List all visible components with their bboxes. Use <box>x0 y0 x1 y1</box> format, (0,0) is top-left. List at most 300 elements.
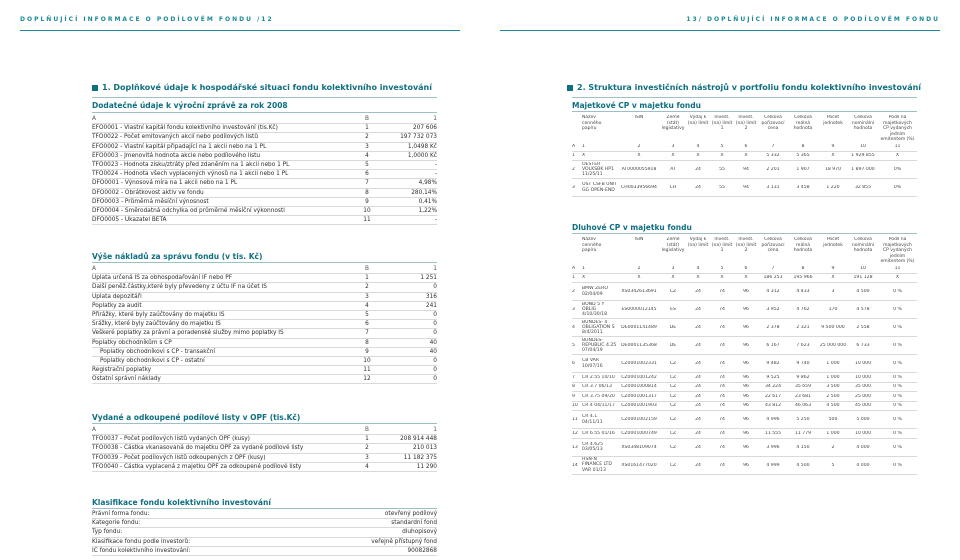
table-cell: 4 433 <box>796 289 810 294</box>
row-label: TFO0040 - Částka vyplacená z majetku OPF za odkoupené podílové listy <box>92 463 302 470</box>
table-row <box>92 207 437 216</box>
table-cell: 5 000 <box>856 417 870 422</box>
table-cell: 74 <box>719 384 725 390</box>
column-number: 6 <box>744 144 748 149</box>
table-cell: 14 <box>572 462 578 468</box>
table-cell: 45 000 <box>854 403 872 409</box>
column-number: 5 <box>720 144 724 149</box>
table-cell: DE0001135368 <box>621 343 657 348</box>
table-row <box>572 439 917 457</box>
table-cell: 4 <box>572 325 575 330</box>
row-value: 0 <box>433 284 437 291</box>
row-value: 1,0498 Kč <box>407 143 437 150</box>
table-cell: 74 <box>719 307 725 312</box>
row-value: 0 <box>433 376 437 383</box>
table-row <box>92 170 437 179</box>
column-number: 9 <box>831 266 835 271</box>
table-cell: 2 378 <box>766 325 780 330</box>
table-cell: 55 <box>719 167 725 172</box>
table-cell: 74 <box>719 393 725 399</box>
column-header: Výdaj k (na) limit <box>687 237 709 248</box>
row-label: TFO0023 - Hodnota zisku/ztráty před zdaněním na 1 akcii nebo 1 PL <box>92 161 290 168</box>
table-cell: 96 <box>743 430 749 436</box>
header-col-c: 1 <box>433 116 437 122</box>
table-row <box>92 538 437 547</box>
table-cell: XS0348109074 <box>621 444 657 450</box>
column-header: Název cenného papíru <box>582 115 602 131</box>
header-col-b: B <box>365 266 369 272</box>
table-row <box>92 510 437 519</box>
row-value: 0,41% <box>418 198 437 205</box>
row-label: Další peněž.částky,které byly převedeny z účtu IF na účet IS <box>92 284 267 291</box>
table-cell: CR 2.55 10/10 <box>582 374 615 380</box>
table-cell: 96 <box>743 403 749 409</box>
annual-divider <box>92 112 437 113</box>
column-header: Celková pořizovací cena <box>761 237 785 253</box>
table-row <box>92 124 437 133</box>
row-value: 11 182 375 <box>403 454 437 461</box>
row-number: 4 <box>365 463 369 470</box>
table-cell: 96 <box>743 343 749 348</box>
table-cell: X <box>895 153 900 159</box>
table-row <box>92 454 437 463</box>
table-cell: X <box>720 153 724 159</box>
table-row <box>92 375 437 384</box>
column-number: 4 <box>696 266 700 271</box>
row-label: TFO0039 - Počet podílových listů odkoupených z OPF (kusy) <box>92 454 266 461</box>
table-row <box>92 528 437 537</box>
table-row <box>92 463 437 472</box>
column-number: A <box>572 144 576 149</box>
row-value: 0 <box>433 330 437 337</box>
row-value: 316 <box>425 293 437 300</box>
table-row <box>92 274 437 283</box>
column-number: 1 <box>582 144 585 149</box>
table-cell: 35 000 <box>854 384 872 390</box>
row-value: 241 <box>425 302 437 309</box>
table-cell: CZ <box>669 384 677 390</box>
table-cell: 4 000 <box>856 462 870 468</box>
table-cell: 24 <box>695 417 701 422</box>
table-cell: X <box>831 275 835 281</box>
table-cell: 191 128 <box>853 275 873 281</box>
header-col-b: B <box>365 116 369 122</box>
row-number: 9 <box>365 348 369 355</box>
table-row <box>92 348 437 357</box>
table-cell: CZ <box>669 393 677 399</box>
table-cell: CR 4.1 04/11/11 <box>582 414 603 425</box>
table-cell: CZ0001002159 <box>621 417 657 422</box>
row-value: 1 251 <box>420 275 437 282</box>
table-cell: 24 <box>695 384 701 390</box>
table-cell: OESTER VOLKSBK HP1 11/25/11 <box>582 161 614 178</box>
table-row <box>92 357 437 366</box>
row-value: 197 732 073 <box>400 134 437 141</box>
table-cell: X <box>696 275 700 281</box>
column-number: 9 <box>831 144 835 149</box>
table-cell: 10 000 <box>854 361 872 366</box>
table-cell: 5 <box>572 343 575 348</box>
table-cell: CZ <box>669 361 677 366</box>
header-col-a: A <box>92 266 96 272</box>
table-cell: 3 996 <box>766 444 780 450</box>
table-cell: OST CSFB UNIT GG OPEN-END <box>582 182 618 193</box>
table-cell: 9 740 <box>796 361 810 366</box>
table-row <box>572 161 917 179</box>
table-header-row <box>92 426 437 435</box>
table-row <box>92 179 437 188</box>
row-number: 10 <box>363 207 371 214</box>
row-number: 2 <box>365 284 369 291</box>
costs-divider <box>92 262 437 263</box>
table-row <box>92 133 437 142</box>
table-row <box>572 373 917 383</box>
table-cell: 96 <box>743 307 749 312</box>
table-cell: 0 % <box>893 325 902 330</box>
row-label: TFO0038 - Částka vkanasovaná do majetku OPF za vydané podílové listy <box>92 445 304 452</box>
right-section-title-text: 2. Struktura investičních nástrojů v portfoliu fondu kolektivního investování <box>577 83 922 92</box>
table-cell: 24 <box>695 403 701 409</box>
table-cell: DE <box>669 343 677 348</box>
table-cell: 34 224 <box>764 384 782 390</box>
classification-table <box>92 510 437 556</box>
row-label: Poplatky obchodníkovi s CP - ostatní <box>100 357 205 364</box>
row-value: 210 013 <box>413 445 437 452</box>
table-cell: CZ0001002331 <box>621 361 657 366</box>
table-cell: 4 500 <box>856 289 870 294</box>
table-cell: AT0000055918 <box>621 167 657 172</box>
header-col-a: A <box>92 116 96 122</box>
table-cell: CZ <box>669 444 677 450</box>
table-cell: CZ0001001242 <box>621 374 657 380</box>
table-row <box>572 402 917 412</box>
table-row <box>92 519 437 528</box>
table-cell: 24 <box>695 361 701 366</box>
right-section-divider <box>572 97 917 98</box>
row-label: TFO0024 - Hodnota všech vyplacených výnosů na 1 akcii nebo 1 PL <box>92 171 289 178</box>
table-cell: 0 % <box>893 430 902 436</box>
table-cell: 94 <box>743 185 749 190</box>
column-number: 4 <box>696 144 700 149</box>
table-cell: CR 3.7 06/13 <box>582 384 612 390</box>
units-divider <box>92 423 437 424</box>
table-cell: 7 <box>572 374 575 380</box>
table-cell: 8 <box>572 384 575 390</box>
table-cell: 3 <box>831 289 835 294</box>
table-row <box>92 435 437 444</box>
row-value: 40 <box>429 339 437 346</box>
table-cell: CZ0001000749 <box>621 430 657 436</box>
table-cell: ES <box>670 307 676 312</box>
column-number: 7 <box>771 266 775 271</box>
table-cell: HSN-N FINANCE LTD VAR 01/13 <box>582 457 612 473</box>
column-header-index <box>572 115 582 143</box>
table-cell: 9 525 <box>766 374 780 380</box>
table-cell: 96 <box>743 444 749 450</box>
table-cell: CR 4 04/11/17 <box>582 403 615 409</box>
table-cell: 0 % <box>893 374 902 380</box>
table-cell: 46 063 <box>794 403 812 409</box>
header-col-c: 1 <box>433 427 437 433</box>
table-cell: BUNDES- REPUBLIC 4.25 07/04/19 <box>582 337 617 354</box>
table-cell: 0 % <box>893 361 902 366</box>
table-row <box>572 429 917 439</box>
table-cell: 500 <box>828 417 838 422</box>
table-cell: 4 762 <box>796 307 810 312</box>
column-number: 2 <box>637 266 641 271</box>
table-cell: 0 % <box>893 393 902 399</box>
table-cell: 7 623 <box>796 343 810 348</box>
table-cell: 2 500 <box>826 393 840 399</box>
row-value: otevřený podílový <box>384 511 437 517</box>
column-header: Invest. (na) limit 1 <box>711 115 733 131</box>
column-number: 5 <box>720 266 724 271</box>
table-row <box>92 329 437 338</box>
column-number: 3 <box>671 266 675 271</box>
row-value: 1,0000 Kč <box>407 152 437 159</box>
row-number: 11 <box>363 217 371 224</box>
table-cell: 3 952 <box>766 307 780 312</box>
table-cell: 2 201 <box>766 167 780 172</box>
table-cell: CZ <box>669 462 677 468</box>
table-cell: 0 % <box>893 289 902 294</box>
column-header: Výdaj k (na) limit <box>687 115 709 126</box>
column-header: Celková reálná hodnota <box>793 237 813 253</box>
table-cell: 24 <box>695 307 701 312</box>
table-row <box>92 283 437 292</box>
row-number: 4 <box>365 152 369 159</box>
equities-table <box>572 111 917 197</box>
table-cell: CZ <box>669 374 677 380</box>
costs-table <box>92 265 437 384</box>
column-number: 8 <box>801 266 805 271</box>
table-row <box>92 198 437 207</box>
table-cell: BOND 5 Y OBLIG 4/10/30/18 <box>582 301 608 318</box>
column-number: 10 <box>860 266 866 271</box>
table-cell: XS0342613691 <box>621 289 657 294</box>
units-title: Vydané a odkoupené podílové listy v OPF (tis.Kč) <box>92 413 301 422</box>
column-number-row <box>572 265 917 274</box>
table-cell: 74 <box>719 403 725 409</box>
table-cell: 1 897 000 <box>851 167 875 172</box>
table-cell: 0 % <box>893 462 902 468</box>
table-row <box>572 411 917 429</box>
row-number: 4 <box>365 302 369 309</box>
column-header: Podíl na majetkových CP vydaných jedním emitentem (%) <box>880 237 915 264</box>
row-label: Ostatní správní náklady <box>92 376 161 383</box>
column-header: Počet jednotek <box>823 237 843 248</box>
table-cell: CZ0001000814 <box>621 384 657 390</box>
table-cell: 96 <box>743 361 749 366</box>
row-value: 90082868 <box>407 547 437 554</box>
table-row <box>92 143 437 152</box>
row-label: DFO0001 - Výnosová míra na 1 akcii nebo na 1 PL <box>92 180 238 187</box>
table-cell: 96 <box>743 462 749 468</box>
table-cell: 0 % <box>893 343 902 348</box>
right-section-title <box>567 83 921 92</box>
table-cell: 24 <box>695 343 701 348</box>
bonds-table <box>572 233 917 475</box>
row-label: DFO0005 - Ukazatel BETA <box>92 217 167 224</box>
table-column-headers <box>572 233 917 265</box>
table-cell: 9 500 000 <box>821 325 845 330</box>
left-section-divider <box>92 97 437 98</box>
row-number: 7 <box>365 330 369 337</box>
table-cell: X <box>696 153 700 159</box>
table-row <box>92 444 437 453</box>
table-cell: 24 <box>695 185 701 190</box>
table-cell: CR 6.55 01/16 <box>582 430 615 436</box>
table-cell: 24 <box>695 444 701 450</box>
table-cell: CR 3.75 09/20 <box>582 393 615 399</box>
row-number: 12 <box>363 376 371 383</box>
table-cell: 2 <box>572 167 575 172</box>
row-value: veřejně přístupný fond <box>371 538 437 545</box>
table-cell: 3 <box>572 185 575 190</box>
row-label: DFO0003 - Průměrná měsíční výnosnost <box>92 198 209 205</box>
column-header: Podíl na majetkových CP vydaných jedním emitentem (%) <box>880 115 915 142</box>
table-cell: 96 <box>743 374 749 380</box>
column-number: 11 <box>894 266 901 271</box>
table-cell: 32 855 <box>854 185 872 190</box>
row-label: DFO0004 - Směrodatná odchylka od průměrné měsíční výkonnosti <box>92 207 285 214</box>
row-number: 7 <box>365 180 369 187</box>
table-cell: 74 <box>719 462 725 468</box>
row-label: Úplata určená IS za obhospodařování IF nebo PF <box>92 275 233 282</box>
column-header: ISIN <box>634 115 644 120</box>
row-value: 0 <box>433 311 437 318</box>
table-cell: X <box>671 275 675 281</box>
column-number: 6 <box>744 266 748 271</box>
row-label: EFO0001 - Vlastní kapitál fondu kolektivního investování (tis.Kč) <box>92 125 278 132</box>
table-cell: X <box>582 275 586 281</box>
table-cell: 186 253 <box>763 275 783 281</box>
table-cell: 5 <box>831 462 835 468</box>
table-cell: 23 681 <box>794 393 812 399</box>
row-label: DFO0002 - Obrátkovost aktiv ve fondu <box>92 189 204 196</box>
column-header: Celková nominální hodnota <box>851 237 875 253</box>
row-value: 4,98% <box>418 180 437 187</box>
column-number: A <box>572 266 576 271</box>
row-number: 2 <box>365 445 369 452</box>
table-row <box>572 152 917 162</box>
table-cell: 170 <box>828 307 838 312</box>
table-cell: 12 <box>572 430 578 436</box>
column-header: Invest. (na) limit 1 <box>711 237 733 253</box>
column-header: Invest. (na) limit 2 <box>735 237 757 253</box>
row-number: 1 <box>365 436 369 443</box>
table-cell: 9 <box>572 393 575 399</box>
row-label: Úplata depozitáři <box>92 293 142 300</box>
table-row <box>572 457 917 475</box>
table-row <box>92 311 437 320</box>
row-value: 208 914 448 <box>400 436 437 443</box>
table-cell: X <box>582 153 586 159</box>
table-cell: X <box>637 275 641 281</box>
column-header: Země (stát) legislativy <box>661 115 685 131</box>
section-square-icon <box>92 85 98 91</box>
table-cell: 2 558 <box>856 325 870 330</box>
row-label: Srážky, které byly zaúčtovány do majetku IS <box>92 321 221 328</box>
table-cell: 4 000 <box>856 444 870 450</box>
table-cell: ES0000012145 <box>621 307 657 312</box>
table-cell: 0 % <box>893 384 902 390</box>
table-cell: 96 <box>743 384 749 390</box>
row-value: 40 <box>429 348 437 355</box>
row-number: 1 <box>365 275 369 282</box>
table-cell: 4 999 <box>766 462 780 468</box>
table-row <box>572 301 917 319</box>
row-label: Veškeré poplatky za právní a poradenské služby mimo poplatky IS <box>92 330 284 337</box>
table-cell: CB VAR 10/07/16 <box>582 358 603 369</box>
table-cell: 24 <box>695 393 701 399</box>
row-number: 9 <box>365 198 369 205</box>
table-cell: 0% <box>893 167 902 172</box>
table-row <box>92 320 437 329</box>
table-cell: 0 % <box>893 403 902 409</box>
table-cell: 3 500 <box>826 384 840 390</box>
row-label: Poplatky obchodníkům s CP <box>92 339 172 346</box>
table-row <box>572 179 917 197</box>
table-cell: 5 250 <box>796 417 810 422</box>
header-divider-right <box>500 30 940 31</box>
table-row <box>572 274 917 284</box>
row-value: 0 <box>433 357 437 364</box>
table-cell: X <box>744 275 748 281</box>
table-cell: 1 929 855 <box>851 153 875 159</box>
units-table <box>92 426 437 472</box>
table-cell: 74 <box>719 343 725 348</box>
table-cell: CR 4.625 03/05/13 <box>582 441 604 452</box>
column-header: ISIN <box>634 237 644 242</box>
table-row <box>572 392 917 402</box>
table-cell: 24 <box>695 430 701 436</box>
table-cell: 24 <box>695 374 701 380</box>
column-number: 2 <box>637 144 641 149</box>
bonds-title: Dluhové CP v majetku fondu <box>572 223 692 232</box>
table-cell: 74 <box>719 444 725 450</box>
column-number: 3 <box>671 144 675 149</box>
page-header-left: DOPLŇUJÍCÍ INFORMACE O PODÍLOVÉM FONDU /12 <box>20 16 274 23</box>
column-number: 1 <box>582 266 585 271</box>
table-cell: BUNDES- 4 OBLIGATION S 8/4/2011 <box>582 319 615 336</box>
column-number: 7 <box>771 144 775 149</box>
table-cell: 10 000 <box>854 430 872 436</box>
column-header: Počet jednotek <box>823 115 843 126</box>
table-cell: 5 332 <box>766 153 780 159</box>
table-cell: 55 <box>719 185 725 190</box>
header-col-c: 1 <box>433 266 437 272</box>
row-value: 0 <box>433 321 437 328</box>
table-header-row <box>92 265 437 274</box>
table-cell: 3 131 <box>766 185 780 190</box>
row-number: 5 <box>365 161 369 168</box>
table-cell: 74 <box>719 361 725 366</box>
table-cell: CZ0001001317 <box>621 393 657 399</box>
table-cell: 24 <box>695 167 701 172</box>
table-cell: 6 <box>572 361 575 366</box>
table-cell: 74 <box>719 417 725 422</box>
column-header: Celková nominální hodnota <box>851 115 875 131</box>
row-value: - <box>434 171 437 178</box>
table-cell: 24 <box>695 289 701 294</box>
table-cell: 74 <box>719 430 725 436</box>
table-cell: 1 000 <box>826 361 840 366</box>
row-number: 11 <box>363 367 371 374</box>
table-cell: 1 <box>572 153 575 159</box>
table-cell: 11 779 <box>794 430 812 436</box>
table-row <box>92 216 437 225</box>
